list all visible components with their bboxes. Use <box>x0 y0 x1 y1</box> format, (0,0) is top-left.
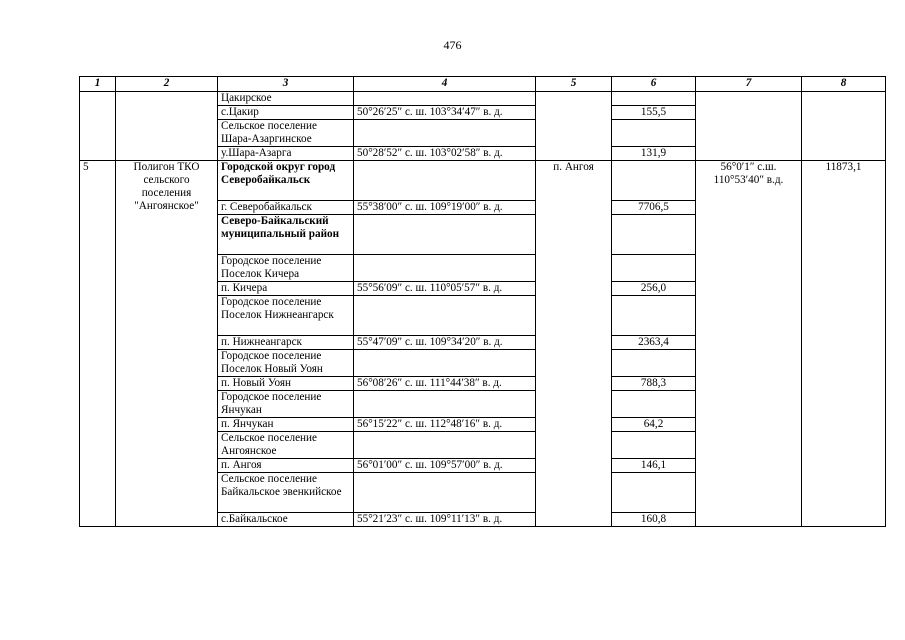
settlement-coordinates: 56°15′22″ с. ш. 112°48′16″ в. д. <box>354 418 536 432</box>
settlement-name: Сельское поселение Шара-Азаргинское <box>218 120 354 147</box>
facility-coordinates: 56°0′1″ с.ш. 110°53′40″ в.д. <box>696 161 802 527</box>
column-header: 5 <box>536 77 612 92</box>
column-header: 4 <box>354 77 536 92</box>
population-value: 146,1 <box>612 459 696 473</box>
population-value: 64,2 <box>612 418 696 432</box>
group-number <box>80 92 116 161</box>
population-value <box>612 296 696 336</box>
settlement-name: Городское поселение Поселок Нижнеангарск <box>218 296 354 336</box>
facility-name: Полигон ТКО сельского поселения "Ангоянское" <box>116 161 218 527</box>
settlement-coordinates <box>354 432 536 459</box>
settlement-coordinates: 50°28′52″ с. ш. 103°02′58″ в. д. <box>354 147 536 161</box>
settlement-name: п. Нижнеангарск <box>218 336 354 350</box>
settlement-coordinates: 56°01′00″ с. ш. 109°57′00″ в. д. <box>354 459 536 473</box>
settlement-coordinates <box>354 92 536 106</box>
settlement-name: Городское поселение Поселок Кичера <box>218 255 354 282</box>
population-value: 131,9 <box>612 147 696 161</box>
column-header: 1 <box>80 77 116 92</box>
population-value <box>612 255 696 282</box>
population-value: 155,5 <box>612 106 696 120</box>
table-row <box>80 161 886 201</box>
column-header: 7 <box>696 77 802 92</box>
facility-coordinates <box>696 92 802 161</box>
column-header: 6 <box>612 77 696 92</box>
settlement-name: п. Янчукан <box>218 418 354 432</box>
population-value: 2363,4 <box>612 336 696 350</box>
population-value <box>612 161 696 201</box>
settlement-coordinates <box>354 161 536 201</box>
table-row <box>80 92 886 106</box>
settlement-name: Городское поселение Поселок Новый Уоян <box>218 350 354 377</box>
settlement-name: Городской округ город Северобайкальск <box>218 161 354 201</box>
settlement-name: п. Ангоя <box>218 459 354 473</box>
settlement-coordinates: 55°38′00″ с. ш. 109°19′00″ в. д. <box>354 201 536 215</box>
population-value <box>612 215 696 255</box>
population-value <box>612 350 696 377</box>
settlement-coordinates: 56°08′26″ с. ш. 111°44′38″ в. д. <box>354 377 536 391</box>
settlement-coordinates <box>354 255 536 282</box>
settlement-coordinates <box>354 391 536 418</box>
settlement-coordinates <box>354 350 536 377</box>
group-number: 5 <box>80 161 116 527</box>
settlement-coordinates <box>354 215 536 255</box>
settlement-name: п. Кичера <box>218 282 354 296</box>
column-header: 2 <box>116 77 218 92</box>
column-header: 3 <box>218 77 354 92</box>
population-value <box>612 391 696 418</box>
population-value <box>612 432 696 459</box>
header-row <box>80 77 886 92</box>
settlement-name: Северо-Байкальский муниципальный район <box>218 215 354 255</box>
settlement-name: Сельское поселение Байкальское эвенкийское <box>218 473 354 513</box>
settlements-table <box>79 76 886 527</box>
population-value <box>612 473 696 513</box>
facility-area: 11873,1 <box>802 161 886 527</box>
population-value: 160,8 <box>612 513 696 527</box>
facility-location <box>536 92 612 161</box>
settlement-coordinates <box>354 296 536 336</box>
population-value: 256,0 <box>612 282 696 296</box>
settlement-name: с.Цакир <box>218 106 354 120</box>
settlement-coordinates: 55°56′09″ с. ш. 110°05′57″ в. д. <box>354 282 536 296</box>
page-number: 476 <box>443 38 462 52</box>
population-value <box>612 120 696 147</box>
population-value: 7706,5 <box>612 201 696 215</box>
settlement-name: Сельское поселение Ангоянское <box>218 432 354 459</box>
settlement-name: п. Новый Уоян <box>218 377 354 391</box>
facility-name <box>116 92 218 161</box>
settlement-coordinates: 55°21′23″ с. ш. 109°11′13″ в. д. <box>354 513 536 527</box>
population-value: 788,3 <box>612 377 696 391</box>
facility-area <box>802 92 886 161</box>
settlement-name: Цакирское <box>218 92 354 106</box>
population-value <box>612 92 696 106</box>
settlement-name: у.Шара-Азарга <box>218 147 354 161</box>
settlement-coordinates <box>354 120 536 147</box>
settlement-name: г. Северобайкальск <box>218 201 354 215</box>
settlement-name: с.Байкальское <box>218 513 354 527</box>
settlement-coordinates: 55°47′09″ с. ш. 109°34′20″ в. д. <box>354 336 536 350</box>
settlement-coordinates <box>354 473 536 513</box>
column-header: 8 <box>802 77 886 92</box>
facility-location: п. Ангоя <box>536 161 612 527</box>
settlement-coordinates: 50°26′25″ с. ш. 103°34′47″ в. д. <box>354 106 536 120</box>
settlement-name: Городское поселение Янчукан <box>218 391 354 418</box>
